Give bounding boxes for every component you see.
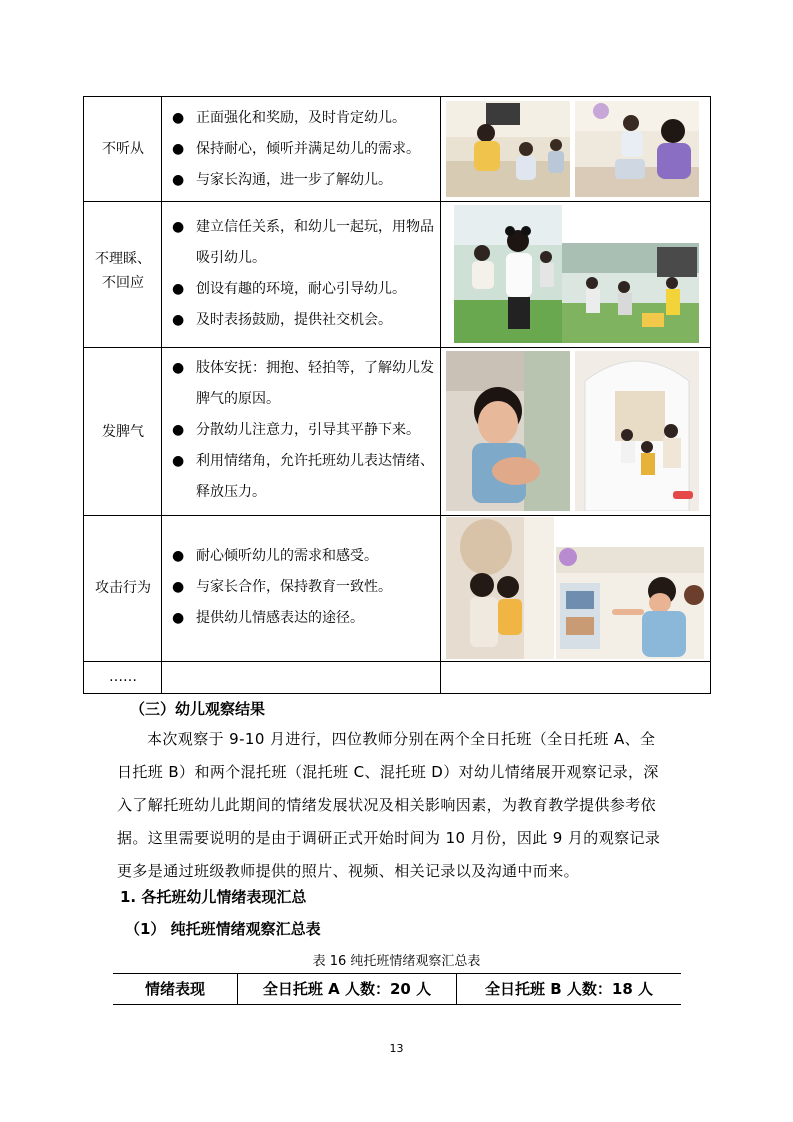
subheading: 1. 各托班幼儿情绪表现汇总 — [120, 888, 307, 906]
row-category: 发脾气 — [102, 424, 144, 440]
table-caption: 表 16 纯托班情绪观察汇总表 — [312, 954, 481, 969]
outdoor-children-photo — [454, 205, 562, 343]
row-category: 攻击行为 — [95, 580, 151, 596]
column-header: 全日托班 B 人数：18 人 — [485, 980, 653, 998]
row-items: ● 正面强化和奖励，及时肯定幼儿。 ● 保持耐心，倾听并满足幼儿的需求。 ● 与家长沟通，进一步了解幼儿。 — [172, 110, 420, 188]
classroom-photo — [446, 101, 570, 197]
teacher-child-photo — [575, 101, 699, 197]
crying-child-photo — [446, 351, 570, 511]
playground-photo — [562, 243, 699, 343]
row-items: ● 建立信任关系，和幼儿一起玩，用物品 吸引幼儿。 ● 创设有趣的环境，耐心引导幼儿。 ● 及时表扬鼓励，提供社交机会。 — [172, 219, 434, 328]
children-playing-photo — [446, 517, 554, 659]
board-pointing-photo — [556, 547, 704, 659]
emotion-corner-photo — [575, 351, 699, 511]
row-category: 不理睬、 不回应 — [95, 251, 151, 291]
subheading: （1） 纯托班情绪观察汇总表 — [125, 920, 321, 938]
row-category: 不听从 — [102, 141, 144, 157]
page-number: 13 — [389, 1042, 404, 1055]
column-header: 情绪表现 — [144, 980, 205, 998]
body-paragraph: 本次观察于 9-10 月进行，四位教师分别在两个全日托班（全日托班 A、全 日托班 B）和两个混托班（混托班 C、混托班 D）对幼儿情绪展开观察记录，深 入了解托班幼儿此期间的情绪发展状况及相关影响因素，为教育教学提供参考依 据。这里需要说明的是由于调研正式开始时间为 10 月份，因此 9 月的观察记录 更多是通过班级教师提供的照片、视频、相关记录以及沟通中而来。 — [117, 730, 661, 880]
row-category: …… — [109, 669, 137, 685]
row-items: ● 肢体安抚：拥抱、轻拍等，了解幼儿发 脾气的原因。 ● 分散幼儿注意力，引导其平静下来。 ● 利用情绪角，允许托班幼儿表达情绪、 释放压力。 — [172, 360, 434, 500]
summary-table-header — [113, 973, 681, 1005]
column-header: 全日托班 A 人数：20 人 — [262, 980, 432, 998]
section-heading: （三）幼儿观察结果 — [130, 700, 266, 718]
strategy-table — [83, 96, 711, 694]
row-items: ● 耐心倾听幼儿的需求和感受。 ● 与家长合作，保持教育一致性。 ● 提供幼儿情感表达的途径。 — [172, 548, 392, 626]
